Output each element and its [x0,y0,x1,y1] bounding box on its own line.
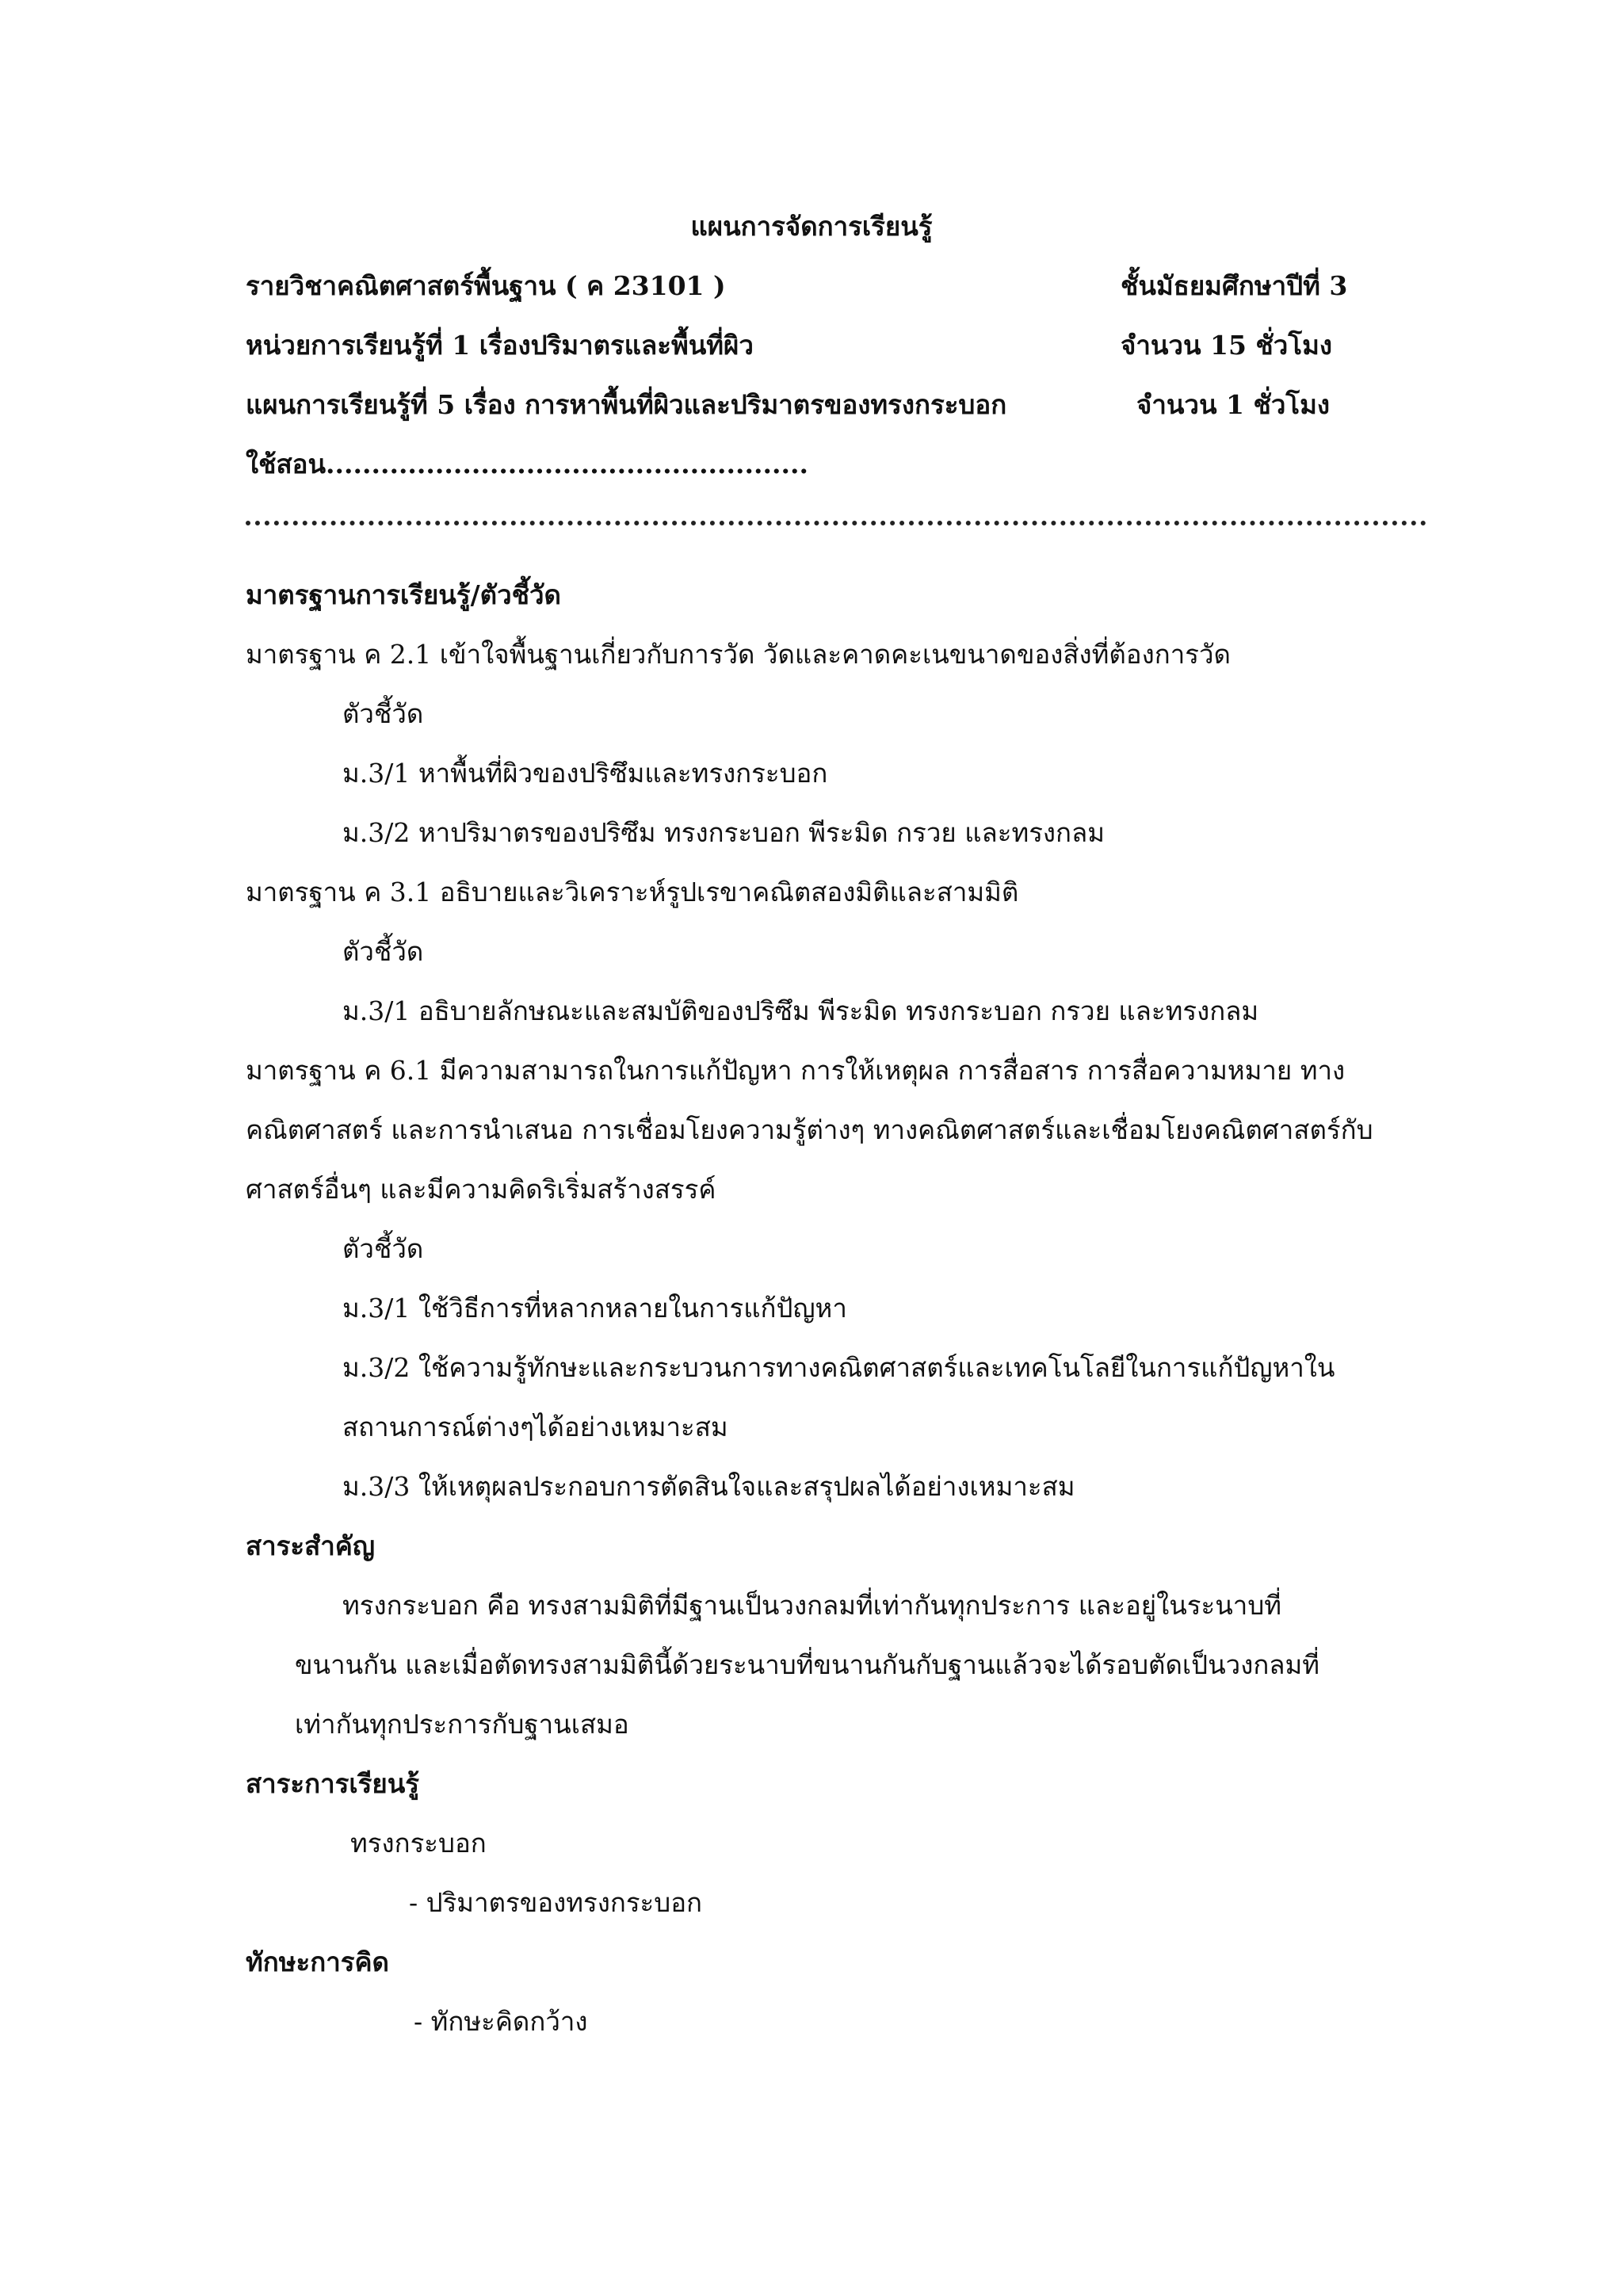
indicator-item-cont: สถานการณ์ต่างๆได้อย่างเหมาะสม [342,1412,728,1442]
standard-m6-1: มาตรฐาน ค 6.1 มีความสามารถในการแก้ปัญหา การให้เหตุผล การสื่อสาร การสื่อความหมาย ทาง [246,1055,1346,1086]
key-concept-heading: สาระสำคัญ [246,1530,375,1561]
dotted-separator [246,521,1426,525]
unit-line: หน่วยการเรียนรู้ที่ 1 เรื่องปริมาตรและพื้นที่ผิว [246,330,754,361]
teaching-date: ใช้สอน..................................................... [246,449,808,479]
document-title: แผนการจัดการเรียนรู้ [690,211,933,242]
indicator-item: ม.3/1 ใช้วิธีการที่หลากหลายในการแก้ปัญหา [342,1293,847,1324]
standards-heading: มาตรฐานการเรียนรู้/ตัวชี้วัด [246,579,561,610]
thinking-skills-heading: ทักษะการคิด [246,1946,389,1977]
indicator-label: ตัวชี้วัด [342,1233,424,1264]
indicator-item: ม.3/1 หาพื้นที่ผิวของปริซึมและทรงกระบอก [342,758,828,789]
content-item: - ปริมาตรของทรงกระบอก [409,1887,703,1918]
key-concept-text: เท่ากันทุกประการกับฐานเสมอ [295,1709,629,1740]
content-topic: ทรงกระบอก [350,1828,487,1859]
subject-line: รายวิชาคณิตศาสตร์พื้นฐาน ( ค 23101 ) [246,270,726,301]
unit-hours: จำนวน 15 ชั่วโมง [1121,330,1332,361]
plan-line: แผนการเรียนรู้ที่ 5 เรื่อง การหาพื้นที่ผิวและปริมาตรของทรงกระบอก [246,389,1007,420]
thinking-skill-item: - ทักษะคิดกว้าง [414,2006,588,2037]
standard-m6-1-cont: ศาสตร์อื่นๆ และมีความคิดริเริ่มสร้างสรรค์ [246,1174,716,1205]
indicator-item: ม.3/1 อธิบายลักษณะและสมบัติของปริซึม พีระมิด ทรงกระบอก กรวย และทรงกลม [342,995,1259,1026]
indicator-item: ม.3/2 ใช้ความรู้ทักษะและกระบวนการทางคณิตศาสตร์และเทคโนโลยีในการแก้ปัญหาใน [342,1352,1335,1383]
indicator-label: ตัวชี้วัด [342,936,424,967]
standard-m6-1-cont: คณิตศาสตร์ และการนำเสนอ การเชื่อมโยงความรู้ต่างๆ ทางคณิตศาสตร์และเชื่อมโยงคณิตศาสตร์กับ [246,1114,1373,1145]
grade-level: ชั้นมัธยมศึกษาปีที่ 3 [1121,270,1348,301]
key-concept-text: ขนานกัน และเมื่อตัดทรงสามมิตินี้ด้วยระนาบที่ขนานกันกับฐานแล้วจะได้รอบตัดเป็นวงกลมที่ [295,1649,1320,1680]
content-heading: สาระการเรียนรู้ [246,1768,419,1799]
indicator-item: ม.3/3 ให้เหตุผลประกอบการตัดสินใจและสรุปผลได้อย่างเหมาะสม [342,1471,1075,1502]
indicator-item: ม.3/2 หาปริมาตรของปริซึม ทรงกระบอก พีระมิด กรวย และทรงกลม [342,817,1105,848]
plan-hours: จำนวน 1 ชั่วโมง [1136,389,1330,420]
indicator-label: ตัวชี้วัด [342,698,424,729]
standard-m2-1: มาตรฐาน ค 2.1 เข้าใจพื้นฐานเกี่ยวกับการวัด วัดและคาดคะเนขนาดของสิ่งที่ต้องการวัด [246,639,1231,670]
key-concept-text: ทรงกระบอก คือ ทรงสามมิติที่มีฐานเป็นวงกลมที่เท่ากันทุกประการ และอยู่ในระนาบที่ [342,1590,1282,1621]
standard-m3-1: มาตรฐาน ค 3.1 อธิบายและวิเคราะห์รูปเรขาคณิตสองมิติและสามมิติ [246,877,1019,907]
